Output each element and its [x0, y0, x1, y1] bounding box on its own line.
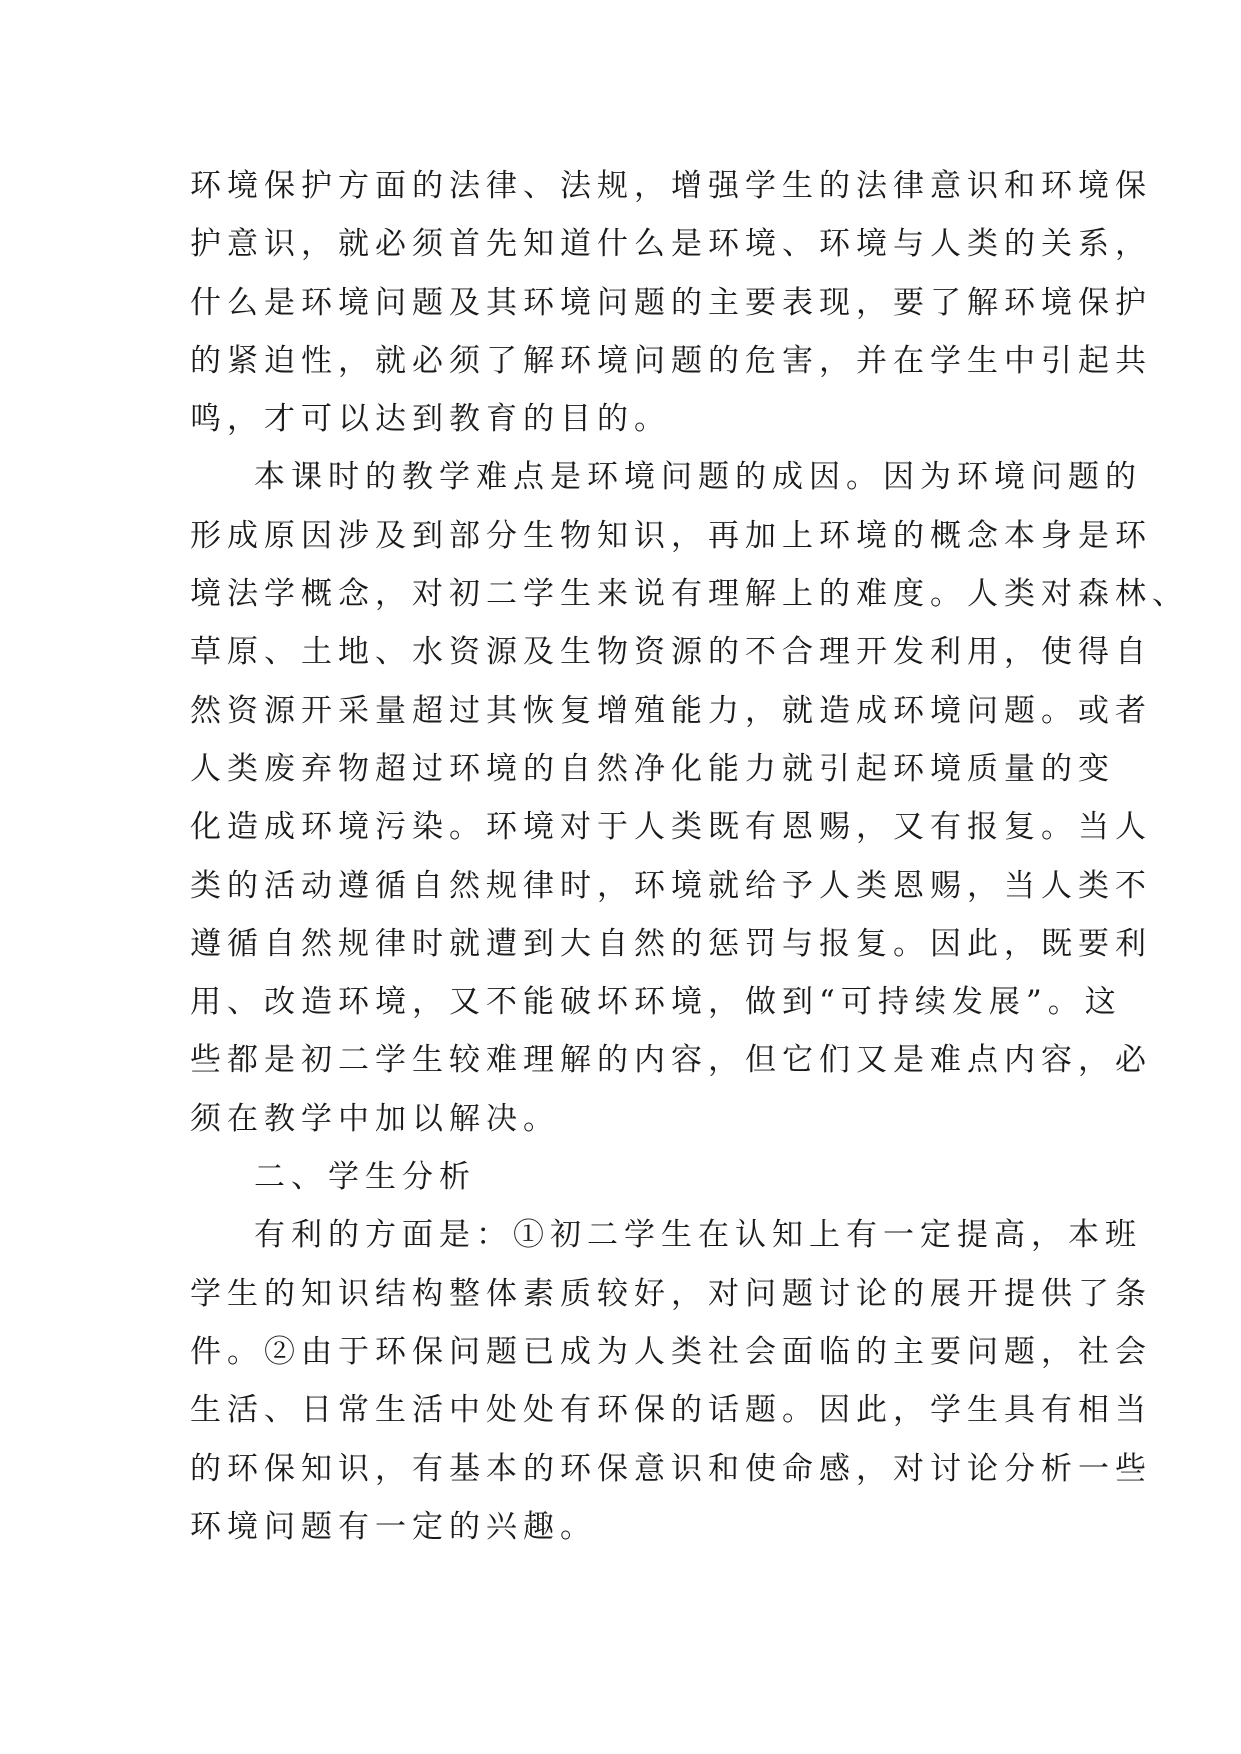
text-line: 环境问题有一定的兴趣。: [190, 1508, 597, 1545]
paragraph-2: [190, 448, 1189, 1148]
text-line: 件。②由于环保问题已成为人类社会面临的主要问题，社会: [190, 1333, 1152, 1370]
text-line: 的紧迫性，就必须了解环境问题的危害，并在学生中引起共: [190, 342, 1152, 379]
text-line: 的环保知识，有基本的环保意识和使命感，对讨论分析一些: [190, 1450, 1152, 1487]
text-line: 用、改造环境，又不能破坏环境，做到“可持续发展”。这: [190, 984, 1122, 1021]
paragraph-1: [190, 157, 1152, 448]
text-line: 遵循自然规律时就遭到大自然的惩罚与报复。因此，既要利: [190, 925, 1152, 962]
text-line: 须在教学中加以解决。: [190, 1100, 560, 1137]
body-text: [190, 157, 1189, 1556]
text-line: 境法学概念，对初二学生来说有理解上的难度。人类对森林、: [190, 576, 1189, 613]
text-line: 化造成环境污染。环境对于人类既有恩赐，又有报复。当人: [190, 809, 1152, 846]
section-heading: 二、学生分析: [254, 1159, 476, 1196]
text-line: 学生的知识结构整体素质较好，对问题讨论的展开提供了条: [190, 1275, 1152, 1312]
text-line: 人类废弃物超过环境的自然净化能力就引起环境质量的变: [190, 750, 1115, 787]
text-line: 些都是初二学生较难理解的内容，但它们又是难点内容，必: [190, 1042, 1152, 1079]
text-line: 有利的方面是：①初二学生在认知上有一定提高，本班: [254, 1217, 1142, 1254]
text-line: 形成原因涉及到部分生物知识，再加上环境的概念本身是环: [190, 517, 1152, 554]
text-line: 护意识，就必须首先知道什么是环境、环境与人类的关系，: [190, 226, 1152, 263]
text-line: 本课时的教学难点是环境问题的成因。因为环境问题的: [254, 459, 1142, 496]
text-line: 什么是环境问题及其环境问题的主要表现，要了解环境保护: [190, 284, 1152, 321]
text-line: 环境保护方面的法律、法规，增强学生的法律意识和环境保: [190, 168, 1152, 204]
text-line: 然资源开采量超过其恢复增殖能力，就造成环境问题。或者: [190, 692, 1152, 729]
text-line: 生活、日常生活中处处有环保的话题。因此，学生具有相当: [190, 1392, 1152, 1429]
text-line: 类的活动遵循自然规律时，环境就给予人类恩赐，当人类不: [190, 867, 1152, 904]
paragraph-3: [190, 1206, 1152, 1556]
text-line: 鸣，才可以达到教育的目的。: [190, 401, 671, 438]
text-line: 草原、土地、水资源及生物资源的不合理开发利用，使得自: [190, 634, 1152, 671]
section-heading-student-analysis: [190, 1148, 1050, 1206]
